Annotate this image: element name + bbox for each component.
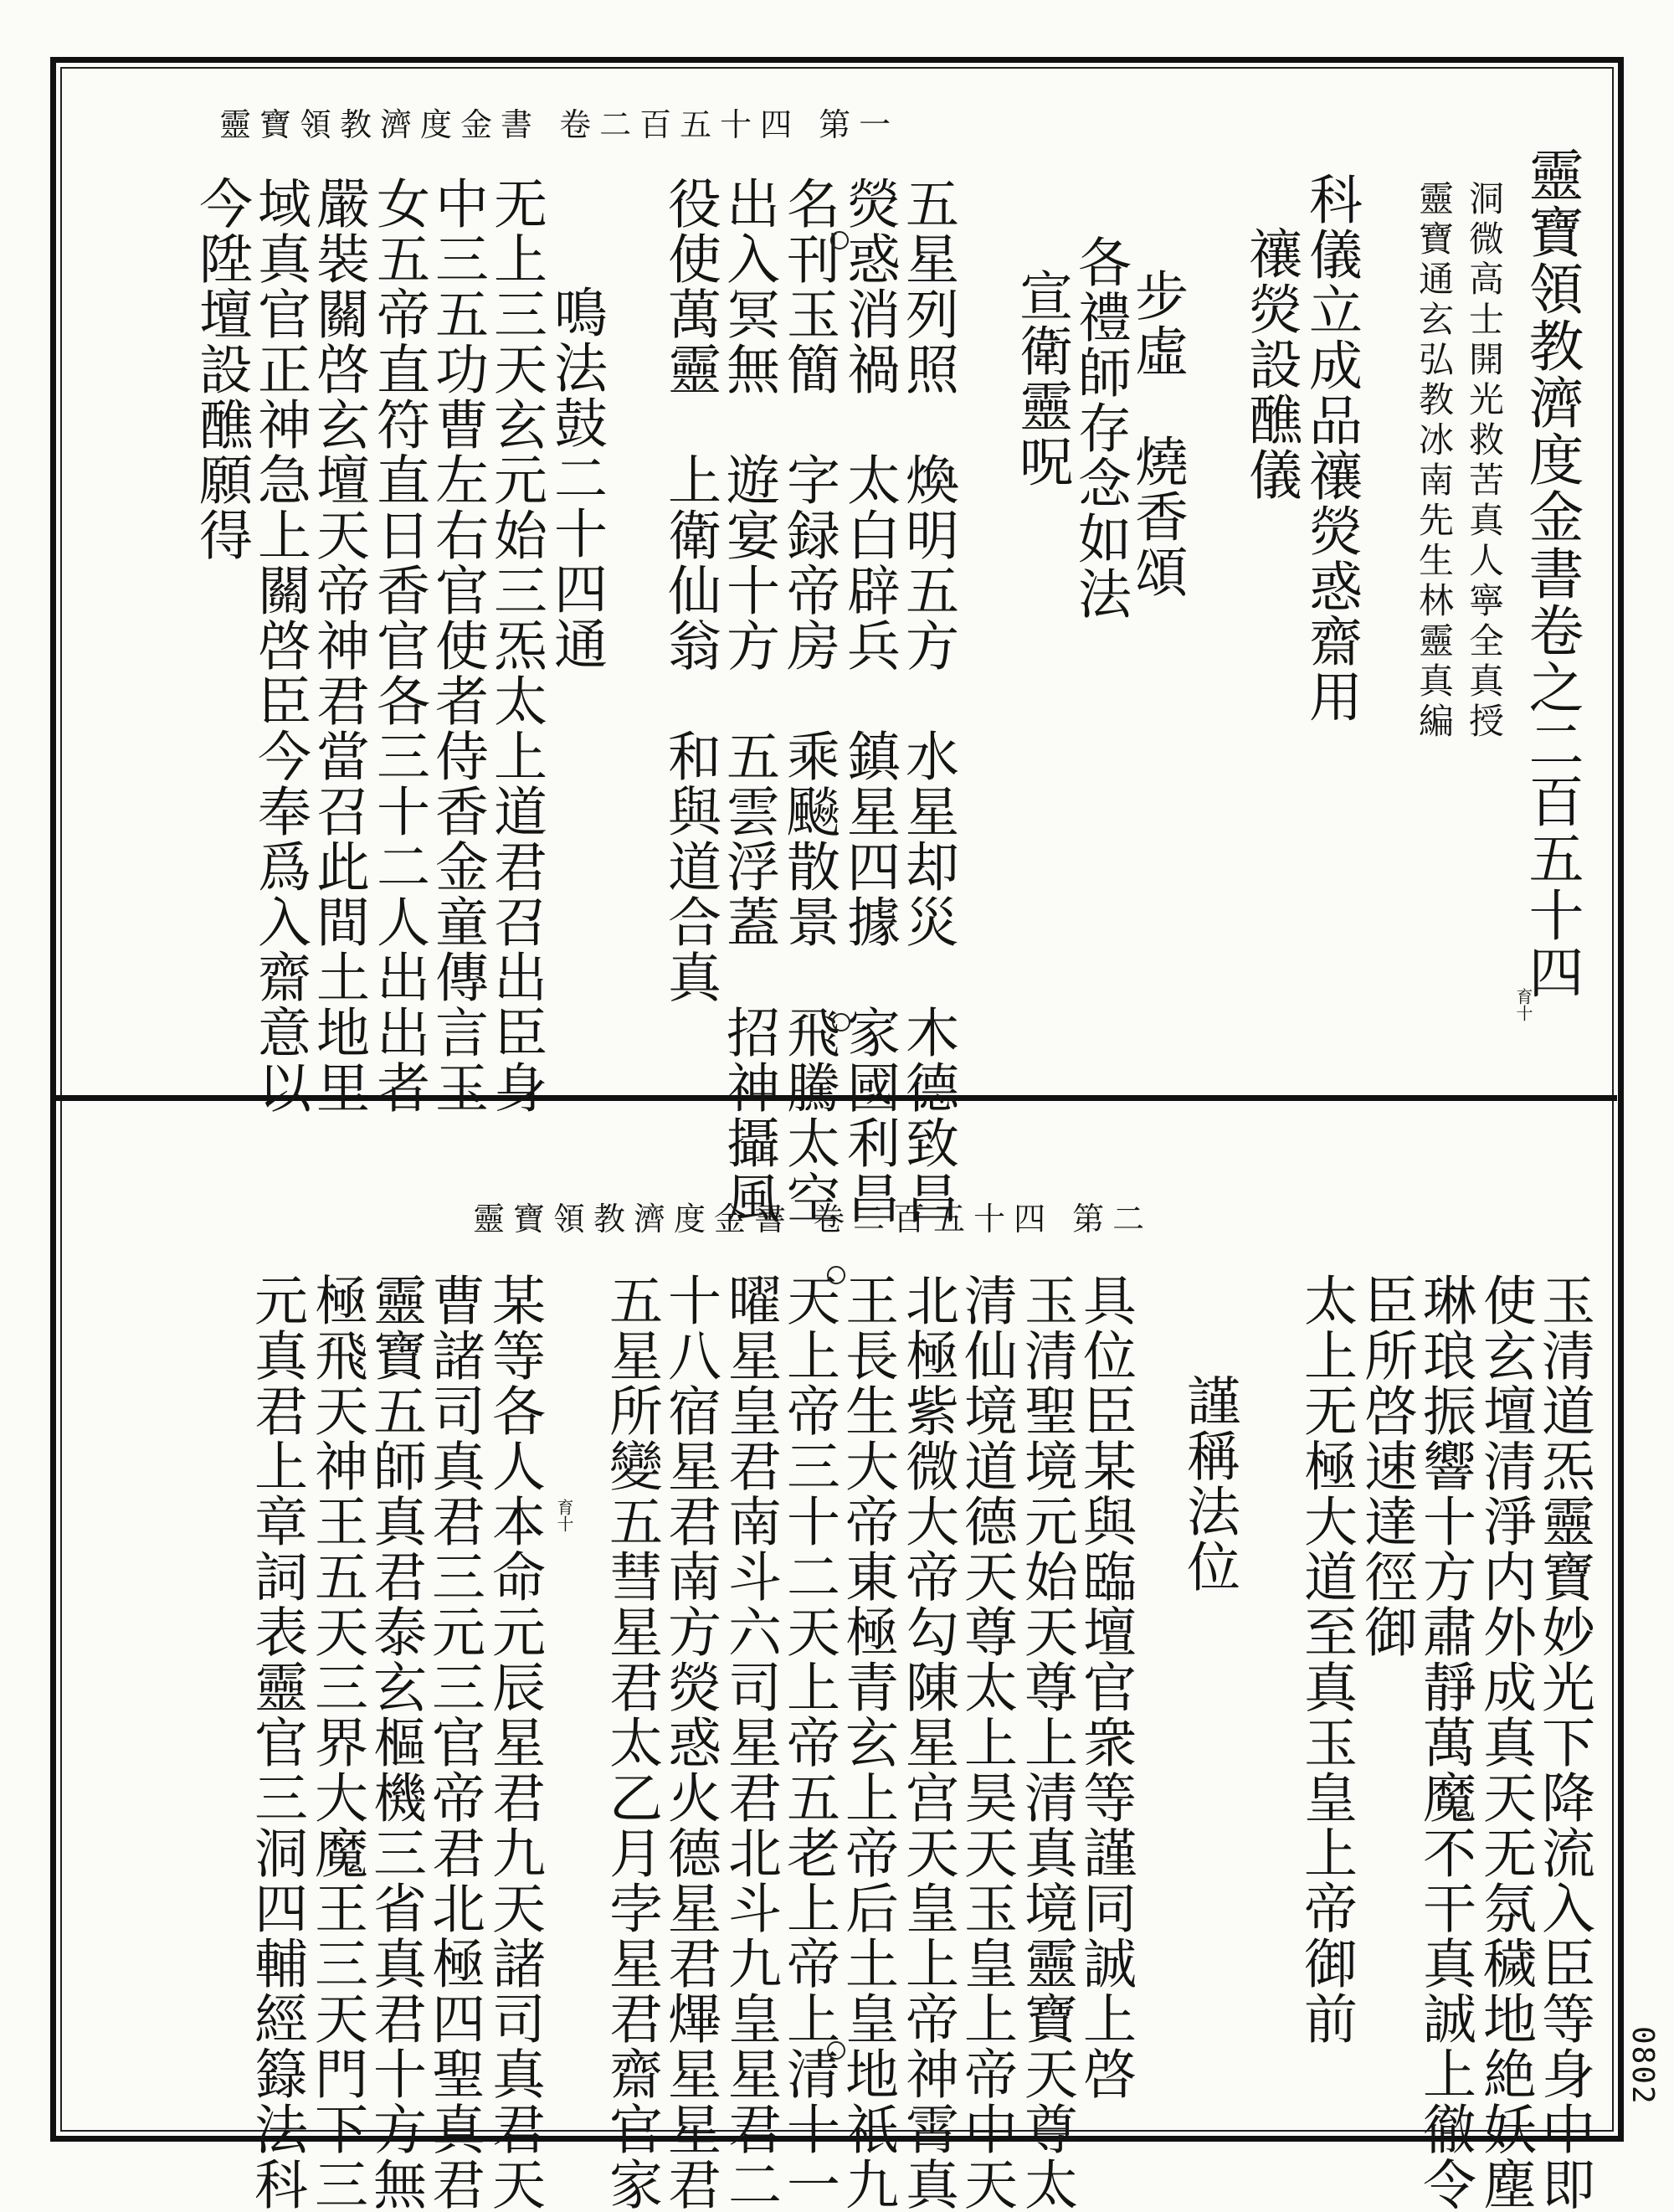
rubric-heading: 謹稱法位 [1178, 1373, 1240, 1594]
page-number: 0802 [1625, 2026, 1660, 2106]
circle-mark [830, 231, 849, 249]
bottom-page-header: 靈寶領教濟度金書 卷二百五十四 第二 [473, 1201, 1153, 1237]
rubric-line: 鳴法鼓二十四通 [545, 285, 607, 671]
text-line: 五星所變五彗星君太乙月孛星君齋官家 [600, 1273, 662, 2212]
text-line: 臣所啓速達徑御 [1355, 1273, 1417, 1659]
text-line: 中三五功曹左右官使者侍香金童傳言玉 [426, 176, 488, 1115]
text-line: 琳琅振響十方肅靜萬魔不干真誠上徹令 [1414, 1273, 1476, 2212]
text-line: 曹諸司真君三元三官帝君北極四聖真君 [423, 1273, 485, 2212]
text-line: 元真君上章詞表靈官三洞四輔經籙法科 [245, 1273, 307, 2212]
verse-line: 役使萬靈 上衛仙翁 和與道合真 [659, 176, 721, 1005]
top-tab-mark: 育十 [1513, 988, 1533, 1021]
text-line: 曜星皇君南斗六司星君北斗九皇星君二 [719, 1273, 781, 2212]
text-line: 太上无極大道至真玉皇上帝御前 [1295, 1273, 1357, 2046]
text-line: 清仙境道德天尊太上昊天玉皇上帝中天 [955, 1273, 1017, 2212]
scroll-title: 靈寶領教濟度金書卷之二百五十四 [1519, 147, 1584, 1001]
rubric-line: 各禮師存念如法 [1069, 234, 1131, 621]
top-page-header: 靈寶領教濟度金書 卷二百五十四 第一 [219, 106, 900, 143]
text-line: 女五帝直符直日香官各三十二人出出者 [367, 176, 429, 1115]
text-line: 玉清道炁靈寶妙光下降流入臣等身中即 [1533, 1273, 1594, 2212]
ritual-title: 禳熒設醮儀 [1240, 226, 1302, 502]
circle-mark [832, 1013, 850, 1031]
editor-line: 靈寶通玄弘教冰南先生林靈真編 [1414, 180, 1455, 743]
text-line: 王長生大帝東極青玄上帝后土皇地祇九 [836, 1273, 898, 2212]
section-heading: 科儀立成品禳熒惑齋用 [1300, 172, 1362, 724]
text-line: 嚴裝關啓玄壇天帝神君當召此間土地里 [307, 176, 369, 1115]
bottom-tab-mark: 育十 [554, 1499, 574, 1532]
text-line: 无上三天玄元始三炁太上道君召出臣身 [485, 176, 547, 1115]
text-line: 今陞壇設醮願得 [190, 176, 252, 563]
verse-line: 名刊玉簡 字録帝房 乘飈散景 飛騰太空 [778, 176, 840, 1226]
rubric-line: 步虛 燒香頌 [1126, 268, 1188, 599]
text-line: 極飛天神王五天三界大魔王三天門下三 [306, 1273, 367, 2212]
circle-mark [827, 2041, 845, 2060]
transmitter-line: 洞微高士開光救苦真人寧全真授 [1464, 180, 1505, 743]
verse-line: 五星列照 煥明五方 水星却災 木德致昌 [896, 176, 958, 1226]
text-line: 具位臣某與臨壇官衆等謹同誠上啓 [1074, 1273, 1136, 2101]
text-line: 天上帝三十二天上帝五老上帝上清十一 [778, 1273, 840, 2212]
text-line: 某等各人本命元辰星君九天諸司真君天 [483, 1273, 545, 2212]
verse-line: 出入冥無 遊宴十方 五雲浮蓋 招神攝風 [717, 176, 779, 1226]
text-line: 靈寶五師真君泰玄樞機三省真君十方無 [364, 1273, 426, 2212]
rubric-line: 宣衛靈呪 [1010, 268, 1072, 489]
text-line: 使玄壇清淨内外成真天无氛穢地絶妖塵 [1474, 1273, 1536, 2212]
verse-line: 熒惑消禍 太白辟兵 鎮星四據 家國利昌 [838, 176, 900, 1226]
text-line: 玉清聖境元始天尊上清真境靈寶天尊太 [1015, 1273, 1077, 2212]
circle-mark [827, 1266, 845, 1284]
text-line: 北極紫微大帝勾陳星宫天皇上帝神霄真 [896, 1273, 958, 2212]
text-line: 域真官正神急上關啓臣今奉爲入齋意以 [249, 176, 311, 1115]
text-line: 十八宿星君南方熒惑火德星君熚星星君 [659, 1273, 721, 2212]
